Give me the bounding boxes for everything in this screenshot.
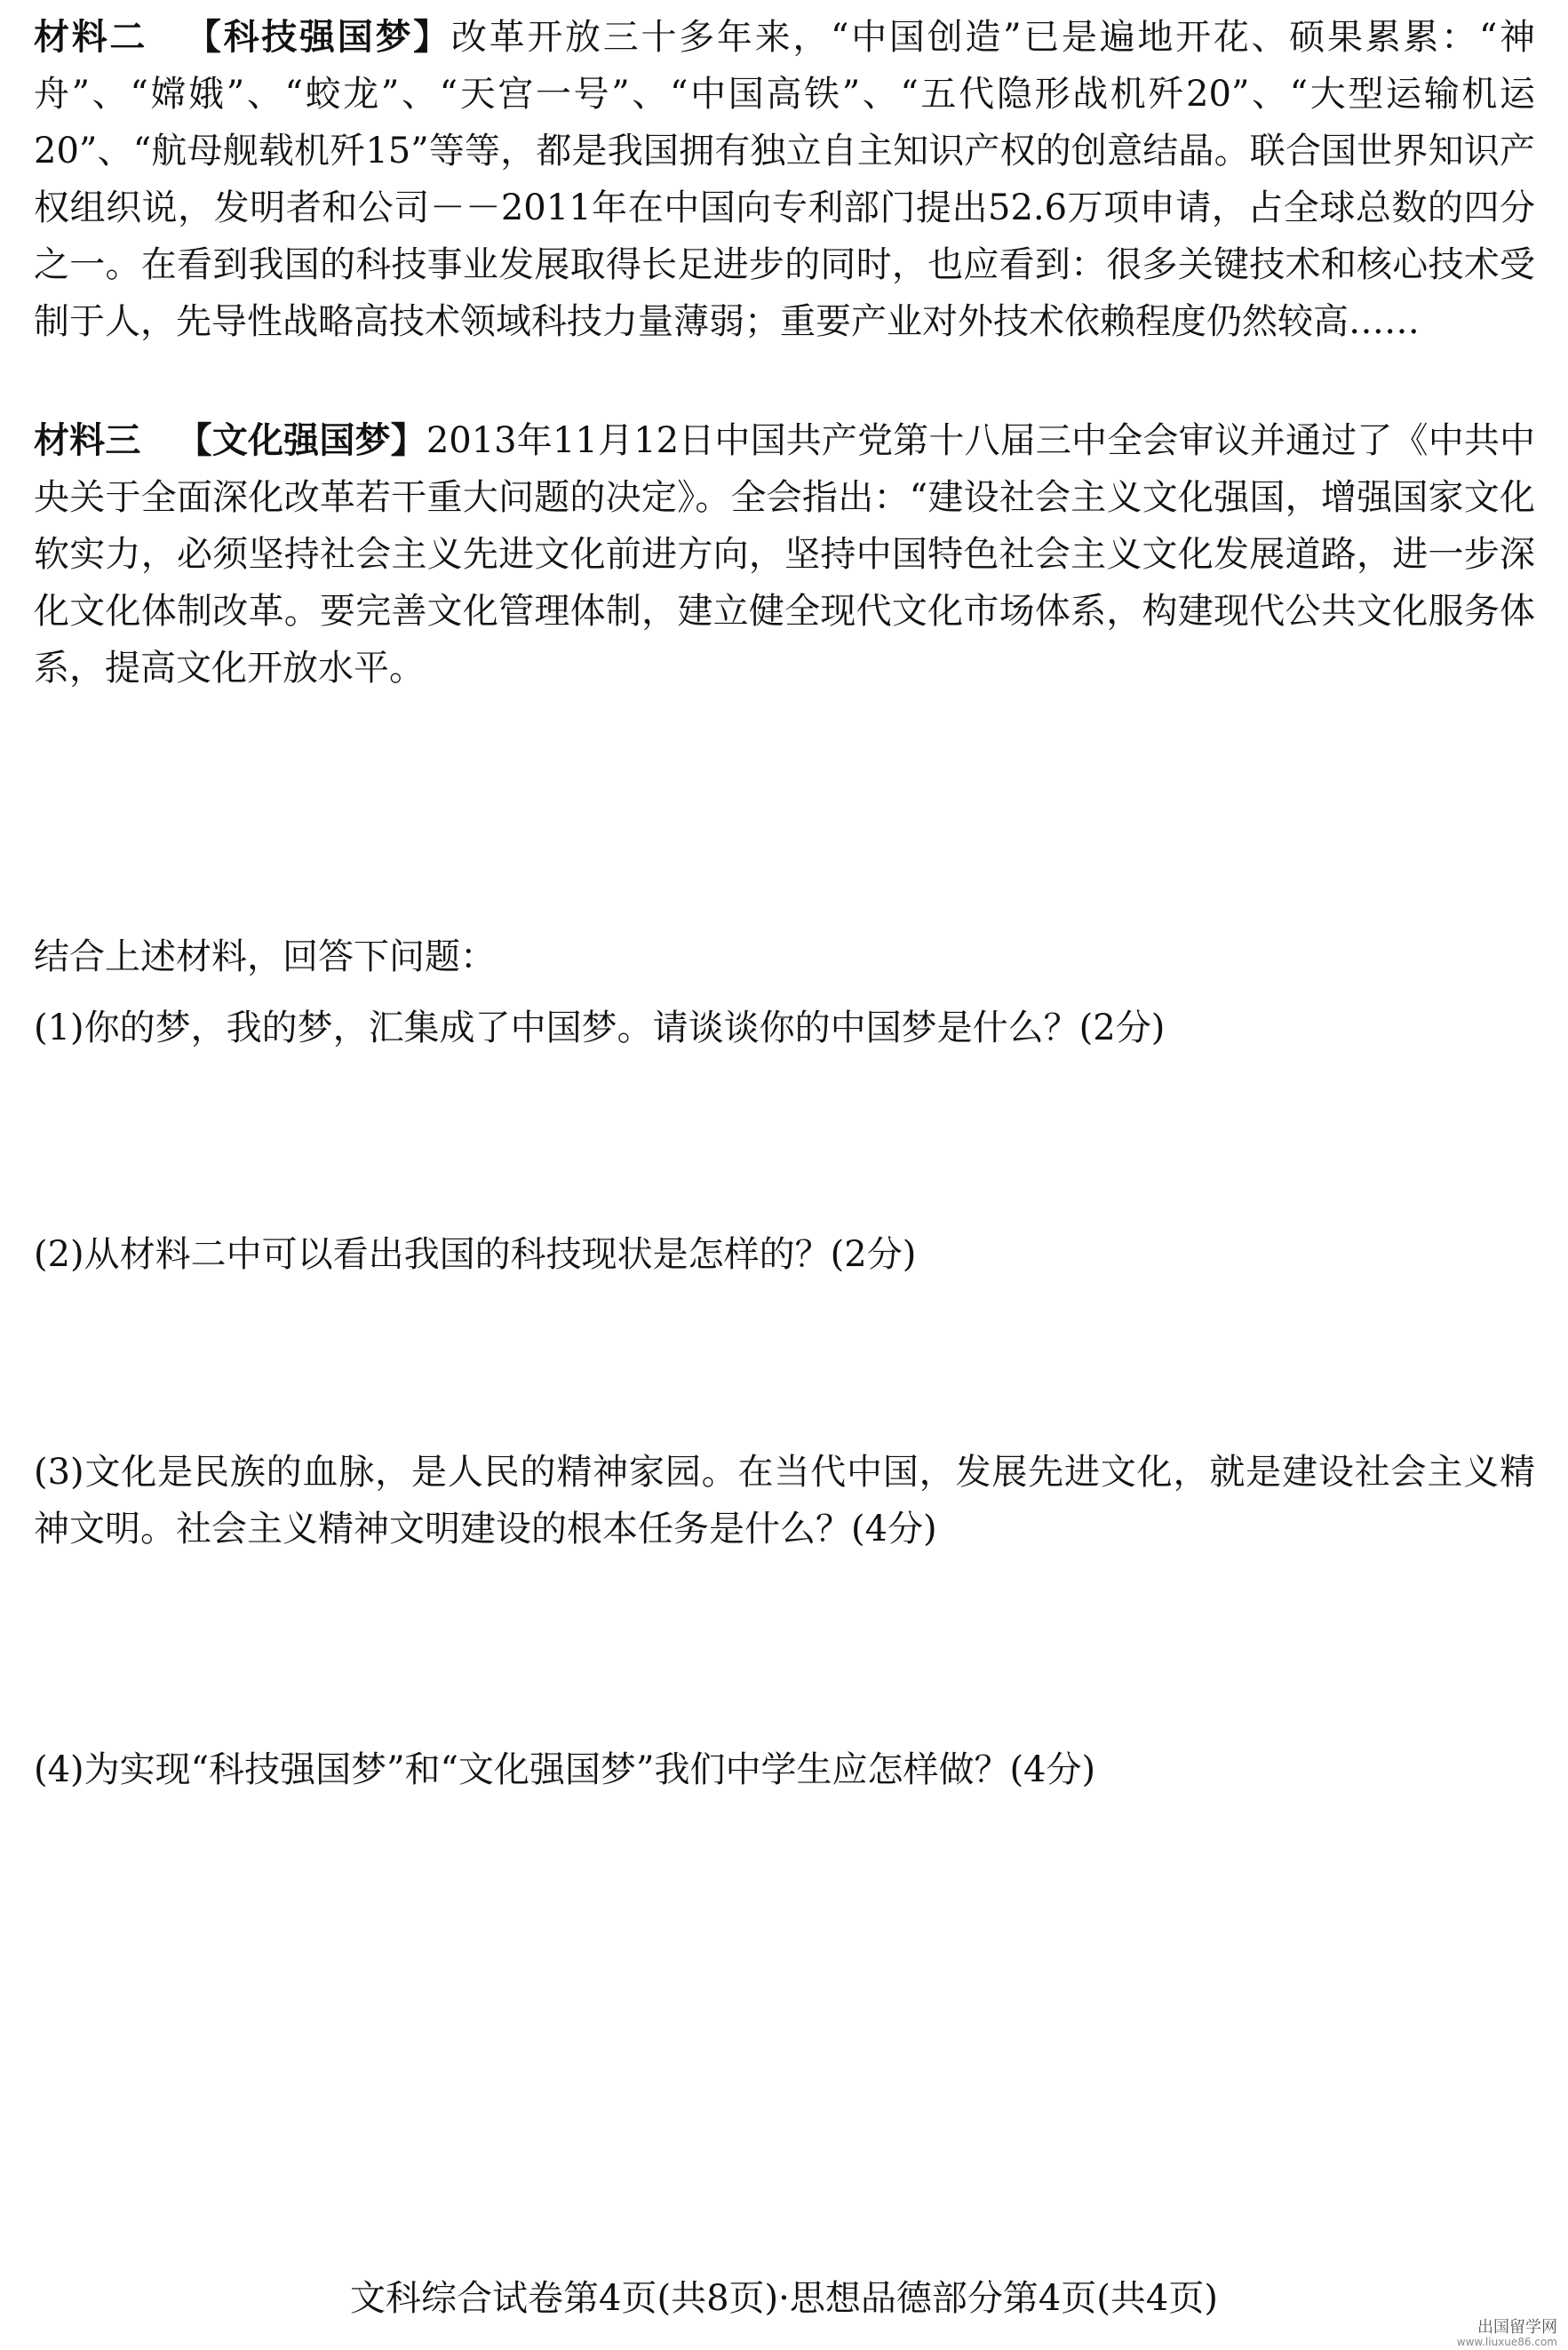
material-two-label: 材料二 [34, 17, 148, 58]
question-4: (4)为实现“科技强国梦”和“文化强国梦”我们中学生应怎样做？(4分) [34, 1749, 1096, 1790]
page-footer: 文科综合试卷第4页(共8页)·思想品德部分第4页(共4页) [350, 2278, 1218, 2319]
material-three-label: 材料三 [34, 420, 141, 461]
material-three-text: 2013年11月12日中国共产党第十八届三中全会审议并通过了《中共中央关于全面深化改革若干重大问题的决定》。全会指出：“建设社会主义文化强国，增强国家文化软实力，必须坚持社会主义先进文化前进方向，坚持中国特色社会主义文化发展道路，进一步深化文化体制改革。要完善文化管理体制，建立健全现代文化市场体系，构建现代公共文化服务体系，提高文化开放水平。 [34, 420, 1536, 689]
site-watermark [1456, 2318, 1557, 2349]
question-1: (1)你的梦，我的梦，汇集成了中国梦。请谈谈你的中国梦是什么？(2分) [34, 1008, 1166, 1048]
watermark-line1: 出国留学网 [1477, 2318, 1557, 2337]
watermark-line2: www.liuxue86.com [1456, 2336, 1557, 2348]
material-two-text: 改革开放三十多年来，“中国创造”已是遍地开花、硕果累累：“神舟”、“嫦娥”、“蛟龙”、“天宫一号”、“中国高铁”、“五代隐形战机歼20”、“大型运输机运20”、“航母舰载机歼15”等等，都是我国拥有独立自主知识产权的创意结晶。联合国世界知识产权组织说，发明者和公司－－2011年在中国向专利部门提出52.6万项申请，占全球总数的四分之一。在看到我国的科技事业发展取得长足进步的同时，也应看到：很多关键技术和核心技术受制于人，先导性战略高技术领域科技力量薄弱；重要产业对外技术依赖程度仍然较高…… [34, 17, 1536, 342]
material-two-tag: 【科技强国梦】 [183, 17, 451, 58]
material-two [34, 9, 1535, 350]
material-three-tag: 【文化强国梦】 [176, 420, 426, 461]
instruction-text: 结合上述材料，回答下问题： [34, 936, 496, 977]
question-3: (3)文化是民族的血脉，是人民的精神家园。在当代中国，发展先进文化，就是建设社会主义精神文明。社会主义精神文明建设的根本任务是什么？(4分) [34, 1452, 1535, 1549]
question-2: (2)从材料二中可以看出我国的科技现状是怎样的？(2分) [34, 1234, 917, 1275]
material-three [34, 412, 1535, 697]
